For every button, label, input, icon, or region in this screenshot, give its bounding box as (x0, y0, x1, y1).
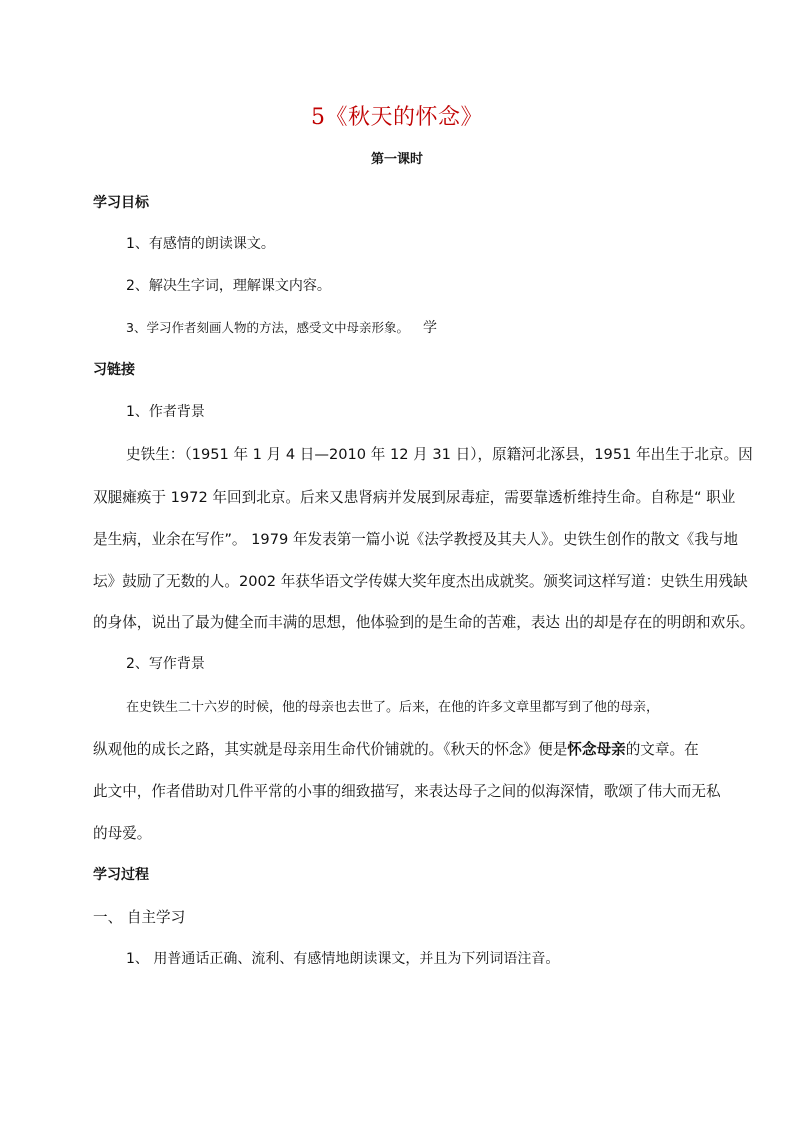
author-background-line: 史铁生：（1951 年 1 月 4 日—2010 年 12 月 31 日），原籍河北涿县，1951 年出生于北京。因 (126, 446, 753, 463)
objective-item-3-text: 3、学习作者刻画人物的方法，感受文中母亲形象。 (126, 320, 409, 335)
author-background-line: 的身体，说出了最为健全而丰满的思想，他体验到的是生命的苦难，表达 出的却是存在的明朗和欢乐。 (93, 614, 755, 631)
writing-background-line: 在史铁生二十六岁的时候，他的母亲也去世了。后来，在他的许多文章里都写到了他的母亲， (126, 700, 660, 715)
self-study-item-1: 1、 用普通话正确、流利、有感情地朗读课文，并且为下列词语注音。 (126, 951, 560, 967)
process-heading: 学习过程 (93, 867, 149, 883)
author-background-line: 双腿瘫痪于 1972 年回到北京。后来又患肾病并发展到尿毒症，需要靠透析维持生命。自称是“ 职业 (93, 489, 736, 506)
writing-background-line: 此文中，作者借助对几件平常的小事的细致描写，来表达母子之间的似海深情，歌颂了伟大而无私 (93, 783, 721, 800)
writing-background-text: 纵观他的成长之路，其实就是母亲用生命代价铺就的。《秋天的怀念》便是 (93, 741, 568, 758)
self-study-heading: 一、 自主学习 (93, 909, 186, 926)
author-background-label: 1、作者背景 (126, 404, 205, 420)
lesson-period-subtitle: 第一课时 (370, 152, 423, 167)
document-title: 5《秋天的怀念》 (311, 105, 483, 130)
writing-background-text: 的文章。在 (625, 741, 699, 758)
highlighted-phrase: 怀念母亲 (567, 741, 626, 758)
objective-item-1: 1、有感情的朗读课文。 (126, 236, 275, 252)
objectives-heading: 学习目标 (93, 195, 149, 211)
writing-background-line: 的母爱。 (93, 825, 152, 842)
author-background-line: 坛》鼓励了无数的人。2002 年获华语文学传媒大奖年度杰出成就奖。颁奖词这样写道：史铁生用残缺 (93, 573, 748, 590)
writing-background-label: 2、写作背景 (126, 656, 205, 672)
link-heading: 习链接 (93, 362, 135, 378)
stray-character: 学 (422, 320, 437, 336)
writing-background-line (93, 738, 699, 759)
objective-item-3 (126, 317, 437, 337)
author-background-line: 是生病，业余在写作”。 1979 年发表第一篇小说《法学教授及其夫人》。史铁生创作的散文《我与地 (93, 531, 739, 548)
objective-item-2: 2、解决生字词，理解课文内容。 (126, 278, 331, 294)
